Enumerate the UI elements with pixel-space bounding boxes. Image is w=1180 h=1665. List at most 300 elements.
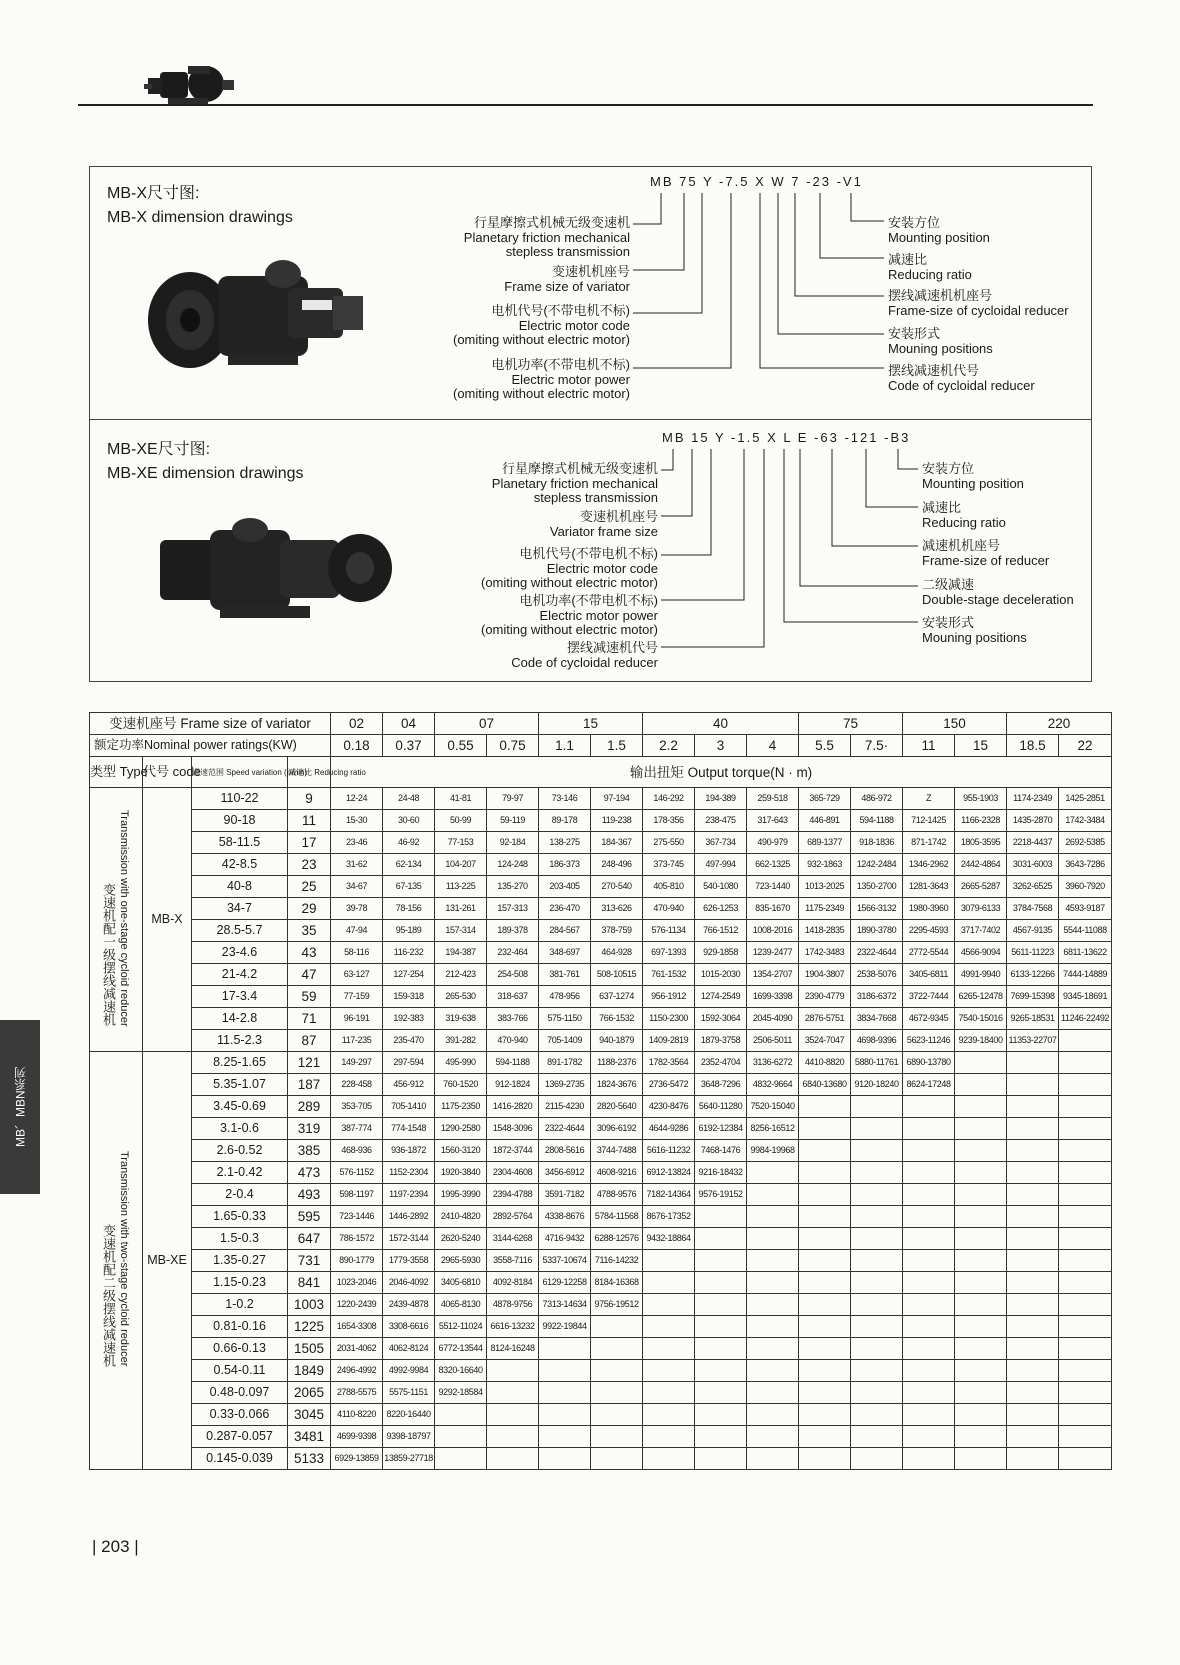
torque-cell <box>1059 1426 1112 1448</box>
mbxe-code-7: -63 <box>814 430 839 445</box>
torque-cell: 5512-11024 <box>435 1316 487 1338</box>
torque-cell: 697-1393 <box>643 942 695 964</box>
torque-cell: 259-518 <box>747 788 799 810</box>
torque-cell <box>643 1316 695 1338</box>
speed-cell: 1-0.2 <box>192 1294 288 1316</box>
torque-cell <box>747 1382 799 1404</box>
torque-cell: 891-1782 <box>539 1052 591 1074</box>
torque-cell: 1446-2892 <box>383 1206 435 1228</box>
mbxe-label-motor-code: 电机代号(不带电机不标) Electric motor code (omiting without electric motor) <box>481 546 658 590</box>
torque-cell <box>903 1316 955 1338</box>
table-row <box>90 1052 1112 1074</box>
torque-cell <box>955 1250 1007 1272</box>
torque-cell <box>903 1294 955 1316</box>
torque-cell <box>955 1162 1007 1184</box>
torque-cell: 159-318 <box>383 986 435 1008</box>
torque-cell: 4832-9664 <box>747 1074 799 1096</box>
torque-cell: 67-135 <box>383 876 435 898</box>
torque-cell <box>487 1382 539 1404</box>
torque-cell: 7468-1476 <box>695 1140 747 1162</box>
torque-cell: 7699-15398 <box>1007 986 1059 1008</box>
torque-cell: 1805-3595 <box>955 832 1007 854</box>
torque-cell <box>747 1228 799 1250</box>
torque-cell: 7520-15040 <box>747 1096 799 1118</box>
col-ratio-header: 减速比 Reducing ratio <box>288 757 331 788</box>
speed-cell: 21-4.2 <box>192 964 288 986</box>
torque-cell: 3456-6912 <box>539 1162 591 1184</box>
torque-cell: 9398-18797 <box>383 1426 435 1448</box>
table-row <box>90 964 1112 986</box>
torque-cell: 238-475 <box>695 810 747 832</box>
frame-size-cell: 02 <box>331 713 383 735</box>
torque-cell: 63-127 <box>331 964 383 986</box>
ratio-cell: 647 <box>288 1228 331 1250</box>
speed-cell: 17-3.4 <box>192 986 288 1008</box>
torque-cell <box>1059 1338 1112 1360</box>
torque-cell: 9922-19844 <box>539 1316 591 1338</box>
torque-cell: 79-97 <box>487 788 539 810</box>
table-row <box>90 1118 1112 1140</box>
torque-cell: 446-891 <box>799 810 851 832</box>
mbx-label-mounting: 安装形式 Mouning positions <box>888 326 993 356</box>
torque-cell: 8624-17248 <box>903 1074 955 1096</box>
torque-cell: 189-378 <box>487 920 539 942</box>
ratio-cell: 1849 <box>288 1360 331 1382</box>
mbxe-code-4: X <box>767 430 778 445</box>
table-row <box>90 986 1112 1008</box>
power-cell: 18.5 <box>1007 735 1059 757</box>
torque-cell <box>591 1404 643 1426</box>
torque-cell <box>955 1074 1007 1096</box>
torque-cell: 97-194 <box>591 788 643 810</box>
power-row <box>90 735 1112 757</box>
mbxe-code-3: -1.5 <box>731 430 762 445</box>
torque-cell: 6133-12266 <box>1007 964 1059 986</box>
torque-cell: 317-643 <box>747 810 799 832</box>
torque-cell: 5616-11232 <box>643 1140 695 1162</box>
torque-cell: 1566-3132 <box>851 898 903 920</box>
type-cell: 变速机配二级摆线减速机 Transmission with two-stage cycloid reducer <box>90 1052 143 1470</box>
torque-cell <box>1059 1162 1112 1184</box>
torque-cell: 1174-2349 <box>1007 788 1059 810</box>
table-row <box>90 1206 1112 1228</box>
torque-cell: 598-1197 <box>331 1184 383 1206</box>
torque-cell <box>1007 1228 1059 1250</box>
torque-cell <box>799 1162 851 1184</box>
torque-cell <box>1007 1118 1059 1140</box>
torque-cell: 34-67 <box>331 876 383 898</box>
torque-cell <box>539 1404 591 1426</box>
power-cell: 0.75 <box>487 735 539 757</box>
mbxe-label-ratio: 减速比 Reducing ratio <box>922 500 1006 530</box>
torque-cell <box>1059 1250 1112 1272</box>
torque-cell: 235-470 <box>383 1030 435 1052</box>
torque-cell <box>487 1448 539 1470</box>
torque-cell <box>435 1426 487 1448</box>
torque-cell <box>591 1338 643 1360</box>
torque-cell <box>747 1206 799 1228</box>
col-code-header: 代号 code <box>143 757 192 788</box>
torque-cell: 367-734 <box>695 832 747 854</box>
torque-cell: 4410-8820 <box>799 1052 851 1074</box>
torque-cell <box>799 1228 851 1250</box>
torque-cell: 3079-6133 <box>955 898 1007 920</box>
torque-cell: 7182-14364 <box>643 1184 695 1206</box>
torque-cell <box>799 1184 851 1206</box>
torque-cell <box>1059 1316 1112 1338</box>
torque-cell <box>539 1338 591 1360</box>
torque-cell: 9120-18240 <box>851 1074 903 1096</box>
torque-cell: 490-979 <box>747 832 799 854</box>
table-row <box>90 810 1112 832</box>
table-row <box>90 1228 1112 1250</box>
torque-cell: 5784-11568 <box>591 1206 643 1228</box>
torque-cell <box>747 1448 799 1470</box>
torque-cell: 1152-2304 <box>383 1162 435 1184</box>
power-cell: 0.18 <box>331 735 383 757</box>
frame-size-label: 变速机座号 Frame size of variator <box>90 713 331 735</box>
torque-cell: 9984-19968 <box>747 1140 799 1162</box>
torque-cell: 31-62 <box>331 854 383 876</box>
torque-cell <box>955 1272 1007 1294</box>
speed-cell: 0.48-0.097 <box>192 1382 288 1404</box>
torque-cell <box>903 1206 955 1228</box>
torque-cell: 381-761 <box>539 964 591 986</box>
torque-cell <box>851 1250 903 1272</box>
torque-cell: 594-1188 <box>851 810 903 832</box>
torque-cell: 4566-9094 <box>955 942 1007 964</box>
torque-cell <box>851 1096 903 1118</box>
ratio-cell: 71 <box>288 1008 331 1030</box>
mbx-label-variator: 行星摩擦式机械无级变速机 Planetary friction mechanical stepless transmission <box>463 215 630 259</box>
torque-cell <box>695 1228 747 1250</box>
mbxe-code-5: L <box>783 430 793 445</box>
torque-cell <box>799 1360 851 1382</box>
torque-cell <box>1007 1272 1059 1294</box>
torque-cell <box>799 1118 851 1140</box>
ratio-cell: 87 <box>288 1030 331 1052</box>
torque-cell: 113-225 <box>435 876 487 898</box>
torque-cell: 912-1824 <box>487 1074 539 1096</box>
speed-cell: 90-18 <box>192 810 288 832</box>
torque-cell: 2115-4230 <box>539 1096 591 1118</box>
torque-cell: 3144-6268 <box>487 1228 539 1250</box>
torque-cell <box>487 1404 539 1426</box>
frame-size-cell: 04 <box>383 713 435 735</box>
torque-cell: 626-1253 <box>695 898 747 920</box>
speed-cell: 110-22 <box>192 788 288 810</box>
torque-cell: 387-774 <box>331 1118 383 1140</box>
torque-cell: 3031-6003 <box>1007 854 1059 876</box>
torque-cell: 2820-5640 <box>591 1096 643 1118</box>
torque-cell: 2046-4092 <box>383 1272 435 1294</box>
table-row <box>90 1272 1112 1294</box>
torque-cell <box>851 1228 903 1250</box>
torque-cell <box>695 1338 747 1360</box>
ratio-cell: 3481 <box>288 1426 331 1448</box>
speed-cell: 0.287-0.057 <box>192 1426 288 1448</box>
torque-cell <box>955 1316 1007 1338</box>
mbx-code-2: Y <box>702 174 714 189</box>
col-type-header: 类型 Type <box>90 757 143 788</box>
side-tab: MB、MBN系列 <box>0 1020 40 1194</box>
ratio-cell: 319 <box>288 1118 331 1140</box>
torque-cell: 576-1134 <box>643 920 695 942</box>
torque-cell: 1654-3308 <box>331 1316 383 1338</box>
torque-cell: 3717-7402 <box>955 920 1007 942</box>
speed-cell: 0.145-0.039 <box>192 1448 288 1470</box>
torque-cell: 116-232 <box>383 942 435 964</box>
frame-size-cell: 220 <box>1007 713 1112 735</box>
table-row <box>90 920 1112 942</box>
torque-cell <box>799 1448 851 1470</box>
torque-cell <box>955 1206 1007 1228</box>
torque-cell: 353-705 <box>331 1096 383 1118</box>
mbx-label-cyclo-code: 摆线减速机代号 Code of cycloidal reducer <box>888 363 1035 393</box>
torque-cell: 378-759 <box>591 920 643 942</box>
torque-cell: 11246-22492 <box>1059 1008 1112 1030</box>
speed-cell: 5.35-1.07 <box>192 1074 288 1096</box>
torque-cell <box>747 1184 799 1206</box>
mbxe-label-mounting-position: 安装方位 Mounting position <box>922 461 1024 491</box>
torque-cell: 1548-3096 <box>487 1118 539 1140</box>
torque-cell: 4788-9576 <box>591 1184 643 1206</box>
ratio-cell: 473 <box>288 1162 331 1184</box>
torque-cell: 203-405 <box>539 876 591 898</box>
power-cell: 3 <box>695 735 747 757</box>
torque-cell: 1150-2300 <box>643 1008 695 1030</box>
ratio-cell: 29 <box>288 898 331 920</box>
torque-cell <box>1007 1184 1059 1206</box>
table-row <box>90 1448 1112 1470</box>
torque-cell: 89-178 <box>539 810 591 832</box>
torque-cell: 3784-7568 <box>1007 898 1059 920</box>
speed-cell: 28.5-5.7 <box>192 920 288 942</box>
torque-cell <box>955 1426 1007 1448</box>
torque-cell: 1995-3990 <box>435 1184 487 1206</box>
power-cell: 0.55 <box>435 735 487 757</box>
ratio-cell: 1225 <box>288 1316 331 1338</box>
ratio-cell: 43 <box>288 942 331 964</box>
torque-cell: 497-994 <box>695 854 747 876</box>
power-cell: 15 <box>955 735 1007 757</box>
torque-cell: 149-297 <box>331 1052 383 1074</box>
torque-cell: 766-1532 <box>591 1008 643 1030</box>
torque-cell: 940-1879 <box>591 1030 643 1052</box>
torque-cell <box>955 1140 1007 1162</box>
speed-cell: 0.81-0.16 <box>192 1316 288 1338</box>
torque-cell <box>695 1250 747 1272</box>
torque-cell <box>695 1272 747 1294</box>
speed-cell: 1.15-0.23 <box>192 1272 288 1294</box>
torque-cell: 391-282 <box>435 1030 487 1052</box>
speed-cell: 14-2.8 <box>192 1008 288 1030</box>
torque-cell: 212-423 <box>435 964 487 986</box>
torque-cell: 24-48 <box>383 788 435 810</box>
torque-cell <box>747 1272 799 1294</box>
torque-cell <box>903 1338 955 1360</box>
torque-cell <box>1059 1074 1112 1096</box>
torque-cell: 124-248 <box>487 854 539 876</box>
torque-cell <box>955 1118 1007 1140</box>
mbxe-label-reducer-frame: 减速机机座号 Frame-size of reducer <box>922 538 1050 568</box>
torque-cell: 540-1080 <box>695 876 747 898</box>
torque-cell <box>1007 1382 1059 1404</box>
mbx-code-7: -23 <box>806 174 831 189</box>
table-row <box>90 1382 1112 1404</box>
torque-cell <box>903 1096 955 1118</box>
torque-cell <box>747 1250 799 1272</box>
torque-cell: 95-189 <box>383 920 435 942</box>
torque-cell: 1879-3758 <box>695 1030 747 1052</box>
torque-cell: 1416-2820 <box>487 1096 539 1118</box>
torque-cell: 1560-3120 <box>435 1140 487 1162</box>
torque-cell <box>1007 1074 1059 1096</box>
torque-cell: 59-119 <box>487 810 539 832</box>
speed-cell: 0.66-0.13 <box>192 1338 288 1360</box>
torque-cell <box>903 1162 955 1184</box>
torque-cell: 4062-8124 <box>383 1338 435 1360</box>
torque-cell: 348-697 <box>539 942 591 964</box>
torque-cell <box>1007 1096 1059 1118</box>
torque-cell <box>1059 1140 1112 1162</box>
mbx-code-1: 75 <box>679 174 698 189</box>
mbxe-label-double-stage: 二级减速 Double-stage deceleration <box>922 577 1074 607</box>
torque-cell: 2506-5011 <box>747 1030 799 1052</box>
torque-cell: 955-1903 <box>955 788 1007 810</box>
torque-cell: 4878-9756 <box>487 1294 539 1316</box>
torque-cell: 5623-11246 <box>903 1030 955 1052</box>
torque-cell <box>851 1448 903 1470</box>
ratio-cell: 595 <box>288 1206 331 1228</box>
torque-cell: 1824-3676 <box>591 1074 643 1096</box>
torque-cell: 594-1188 <box>487 1052 539 1074</box>
torque-cell <box>747 1404 799 1426</box>
torque-cell: 313-626 <box>591 898 643 920</box>
torque-cell: 936-1872 <box>383 1140 435 1162</box>
torque-cell: 4716-9432 <box>539 1228 591 1250</box>
ratio-cell: 289 <box>288 1096 331 1118</box>
torque-cell <box>1007 1140 1059 1162</box>
torque-cell <box>1007 1294 1059 1316</box>
torque-cell: 766-1512 <box>695 920 747 942</box>
torque-cell: 8124-16248 <box>487 1338 539 1360</box>
speed-cell: 11.5-2.3 <box>192 1030 288 1052</box>
torque-cell: 186-373 <box>539 854 591 876</box>
spec-table <box>89 712 1112 1470</box>
torque-cell: 1920-3840 <box>435 1162 487 1184</box>
torque-cell: 2965-5930 <box>435 1250 487 1272</box>
torque-cell: 5611-11223 <box>1007 942 1059 964</box>
speed-cell: 58-11.5 <box>192 832 288 854</box>
mbxe-code-0: MB <box>662 430 686 445</box>
speed-cell: 1.35-0.27 <box>192 1250 288 1272</box>
torque-cell: 6811-13622 <box>1059 942 1112 964</box>
ratio-cell: 731 <box>288 1250 331 1272</box>
mbxe-code-8: -121 <box>844 430 879 445</box>
speed-cell: 3.1-0.6 <box>192 1118 288 1140</box>
torque-cell: 1008-2016 <box>747 920 799 942</box>
torque-cell: 508-10515 <box>591 964 643 986</box>
table-row <box>90 876 1112 898</box>
torque-cell: 30-60 <box>383 810 435 832</box>
torque-cell: 1274-2549 <box>695 986 747 1008</box>
torque-cell <box>1059 1052 1112 1074</box>
torque-cell: 9265-18531 <box>1007 1008 1059 1030</box>
torque-cell: 705-1409 <box>539 1030 591 1052</box>
torque-cell: 2218-4437 <box>1007 832 1059 854</box>
torque-cell: 265-530 <box>435 986 487 1008</box>
torque-cell: 1281-3643 <box>903 876 955 898</box>
torque-cell: 232-464 <box>487 942 539 964</box>
torque-cell <box>747 1316 799 1338</box>
torque-cell <box>851 1382 903 1404</box>
torque-cell: 918-1836 <box>851 832 903 854</box>
torque-cell <box>851 1162 903 1184</box>
power-cell: 2.2 <box>643 735 695 757</box>
torque-cell: 1166-2328 <box>955 810 1007 832</box>
torque-cell: 4338-8676 <box>539 1206 591 1228</box>
torque-cell <box>1059 1448 1112 1470</box>
torque-cell <box>1059 1206 1112 1228</box>
mbxe-label-motor-power: 电机功率(不带电机不标) Electric motor power (omiting without electric motor) <box>481 593 658 637</box>
torque-cell: 9576-19152 <box>695 1184 747 1206</box>
torque-cell <box>851 1426 903 1448</box>
torque-cell <box>955 1294 1007 1316</box>
torque-cell <box>903 1404 955 1426</box>
torque-cell: 5544-11088 <box>1059 920 1112 942</box>
torque-cell: 2322-4644 <box>851 942 903 964</box>
mbx-code-8: -V1 <box>836 174 863 189</box>
torque-cell <box>955 1382 1007 1404</box>
torque-cell: 405-810 <box>643 876 695 898</box>
power-label: 额定功率Nominal power ratings(KW) <box>90 735 331 757</box>
torque-cell: 73-146 <box>539 788 591 810</box>
torque-cell <box>435 1404 487 1426</box>
mbx-label-frame: 变速机机座号 Frame size of variator <box>504 264 630 294</box>
speed-cell: 2.6-0.52 <box>192 1140 288 1162</box>
torque-cell: 5575-1151 <box>383 1382 435 1404</box>
torque-cell: 104-207 <box>435 854 487 876</box>
torque-cell <box>1007 1250 1059 1272</box>
torque-cell: 1220-2439 <box>331 1294 383 1316</box>
torque-cell: 3405-6810 <box>435 1272 487 1294</box>
torque-cell <box>1007 1426 1059 1448</box>
torque-cell <box>851 1360 903 1382</box>
ratio-cell: 9 <box>288 788 331 810</box>
torque-cell <box>851 1206 903 1228</box>
torque-cell: 835-1670 <box>747 898 799 920</box>
torque-cell <box>643 1338 695 1360</box>
power-cell: 22 <box>1059 735 1112 757</box>
torque-cell <box>851 1140 903 1162</box>
mbx-label-motor-code: 电机代号(不带电机不标) Electric motor code (omiting without electric motor) <box>453 303 630 347</box>
table-row <box>90 1074 1112 1096</box>
table-row <box>90 1404 1112 1426</box>
torque-cell <box>695 1316 747 1338</box>
mbx-code-0: MB <box>650 174 674 189</box>
torque-cell: 47-94 <box>331 920 383 942</box>
torque-cell: 7444-14889 <box>1059 964 1112 986</box>
torque-cell: 890-1779 <box>331 1250 383 1272</box>
page-number: | 203 | <box>92 1537 139 1556</box>
torque-cell: 2442-4864 <box>955 854 1007 876</box>
mbx-title-cn: MB-X尺寸图: <box>107 185 200 202</box>
torque-cell: 365-729 <box>799 788 851 810</box>
torque-cell: 662-1325 <box>747 854 799 876</box>
torque-cell: 1350-2700 <box>851 876 903 898</box>
speed-cell: 42-8.5 <box>192 854 288 876</box>
